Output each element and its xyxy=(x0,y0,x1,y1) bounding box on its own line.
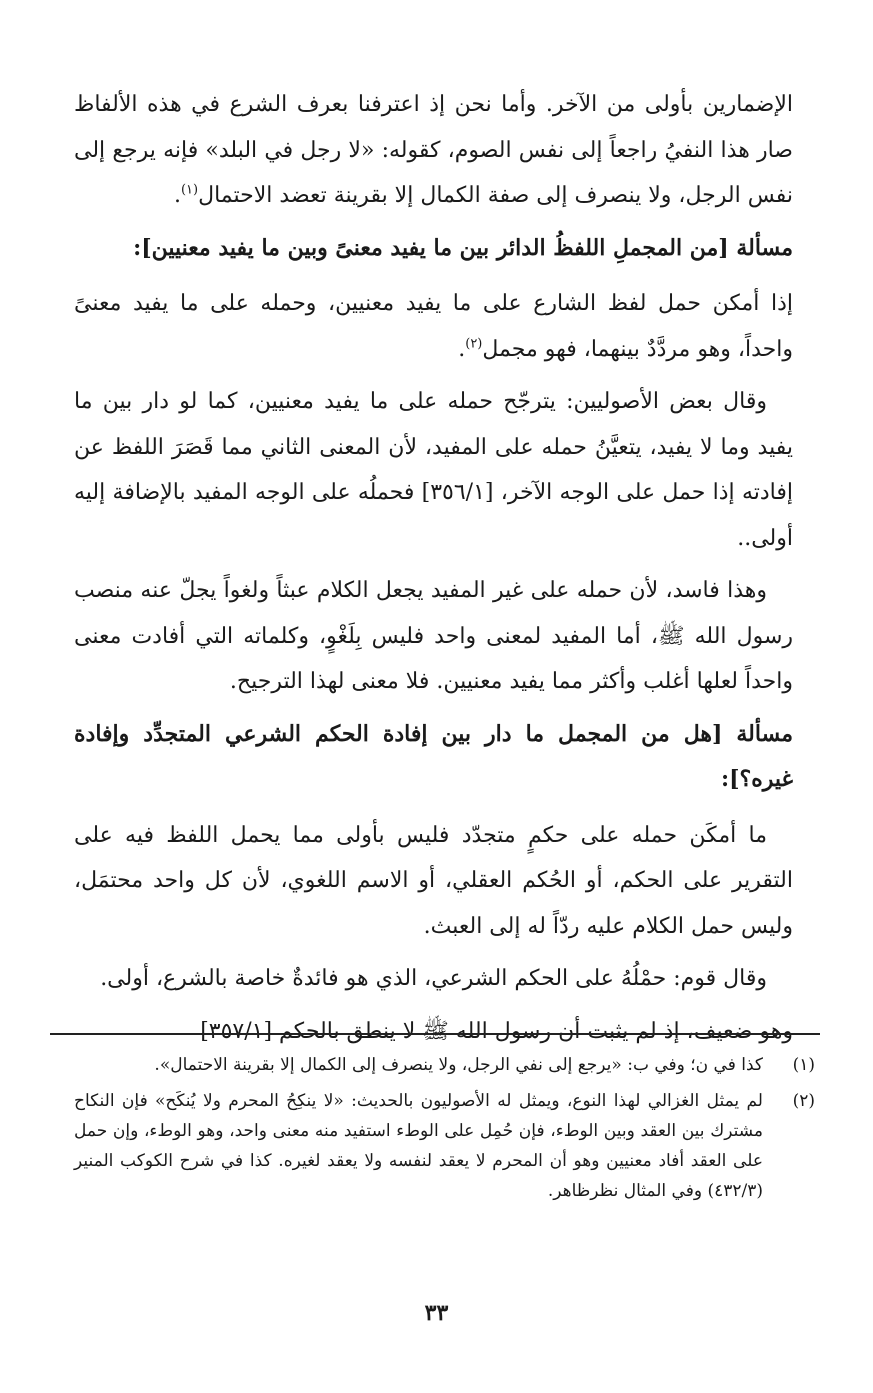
footnote-2-text: لم يمثل الغزالي لهذا النوع، ويمثل له الأصوليون بالحديث: «لا ينكِحُ المحرم ولا يُنكَح» فإن النكاح مشترك بين العقد وبين الوطء، فإن حُمِل على الوطء استفيد منه معنى واحد، وهو الوطء، وإن حمل على العقد أفاد معنيين وهو أن المحرم لا يعقد لنفسه ولا يعقد لغيره. كذا في شرح الكوكب المنير (٤٣٢/٣) وفي المثال نظرظاهر. xyxy=(74,1091,763,1201)
footnote-2 xyxy=(74,1086,815,1206)
paragraph-7: وهو ضعيف، إذ لم يثبت أن رسول الله ﷺ لا ينطق بالحكم [٣٥٧/١] xyxy=(200,1018,793,1044)
paragraph-2 xyxy=(74,281,793,372)
paragraph-5: ما أمكَن حمله على حكمٍ متجدّد فليس بأولى مما يحمل اللفظ فيه على التقرير على الحكم، أو الحُكم العقلي، أو الاسم اللغوي، لأن كل واحد محتمَل، وليس حمل الكلام عليه ردّاً له إلى العبث. xyxy=(74,822,793,939)
footnote-2-number: (٢) xyxy=(792,1091,815,1111)
footnote-1 xyxy=(74,1050,815,1080)
footnote-1-number: (١) xyxy=(792,1055,815,1075)
paragraph-1 xyxy=(74,82,793,219)
footnotes xyxy=(74,1050,815,1212)
footnote-separator xyxy=(50,1033,820,1035)
page-number: ٣٣ xyxy=(424,1300,449,1326)
paragraph-6: وقال قوم: حمْلُهُ على الحكم الشرعي، الذي هو فائدةٌ خاصة بالشرع، أولى. xyxy=(100,966,767,991)
paragraph-2-end: . xyxy=(458,336,466,362)
paragraph-3: وقال بعض الأصوليين: يترجّح حمله على ما يفيد معنيين، كما لو دار بين ما يفيد وما لا يفيد، يتعيَّنُ حمله على المفيد، لأن المعنى الثاني مما قَصَرَ اللفظ عن إفادته إذا حمل على الوجه الآخر، [٣٥٦/١] فحملُه على الوجه المفيد بالإضافة إليه أولى.. xyxy=(74,389,793,551)
main-text xyxy=(74,82,793,1061)
paragraph-2-text: إذا أمكن حمل لفظ الشارع على ما يفيد معنيين، وحمله على ما يفيد معنىً واحداً، وهو مردَّدٌ بينهما، فهو مجمل xyxy=(74,291,793,362)
paragraph-1-end: . xyxy=(173,183,181,208)
paragraph-4: وهذا فاسد، لأن حمله على غير المفيد يجعل الكلام عبثاً ولغواً يجلّ عنه منصب رسول الله ﷺ، أما المفيد لمعنى واحد فليس بِلَغْوٍ، وكلماته التي أفادت معنى واحداً لعلها أغلب وأكثر مما يفيد معنيين. فلا معنى لهذا الترجيح. xyxy=(74,578,793,694)
paragraph-1-text: الإضمارين بأولى من الآخر. وأما نحن إذ اعترفنا بعرف الشرع في هذه الألفاظ صار هذا النفيُ راجعاً إلى نفس الصوم، كقوله: «لا رجل في البلد» فإنه يرجع إلى نفس الرجل، ولا ينصرف إلى صفة الكمال إلا بقرينة تعضد الاحتمال xyxy=(74,92,793,208)
footnote-1-text: كذا في ن؛ وفي ب: «يرجع إلى نفي الرجل، ولا ينصرف إلى الكمال إلا بقرينة الاحتمال». xyxy=(154,1055,763,1075)
footnote-ref-2[interactable]: (٢) xyxy=(465,336,483,352)
footnote-ref-1[interactable]: (١) xyxy=(180,182,199,198)
section-heading-1: مسألة [من المجملِ اللفظُ الدائر بين ما يفيد معنىً وبين ما يفيد معنيين]: xyxy=(133,234,793,261)
section-heading-2: مسألة [هل من المجمل ما دار بين إفادة الحكم الشرعي المتجدِّد وإفادة غيره؟]: xyxy=(74,720,793,792)
